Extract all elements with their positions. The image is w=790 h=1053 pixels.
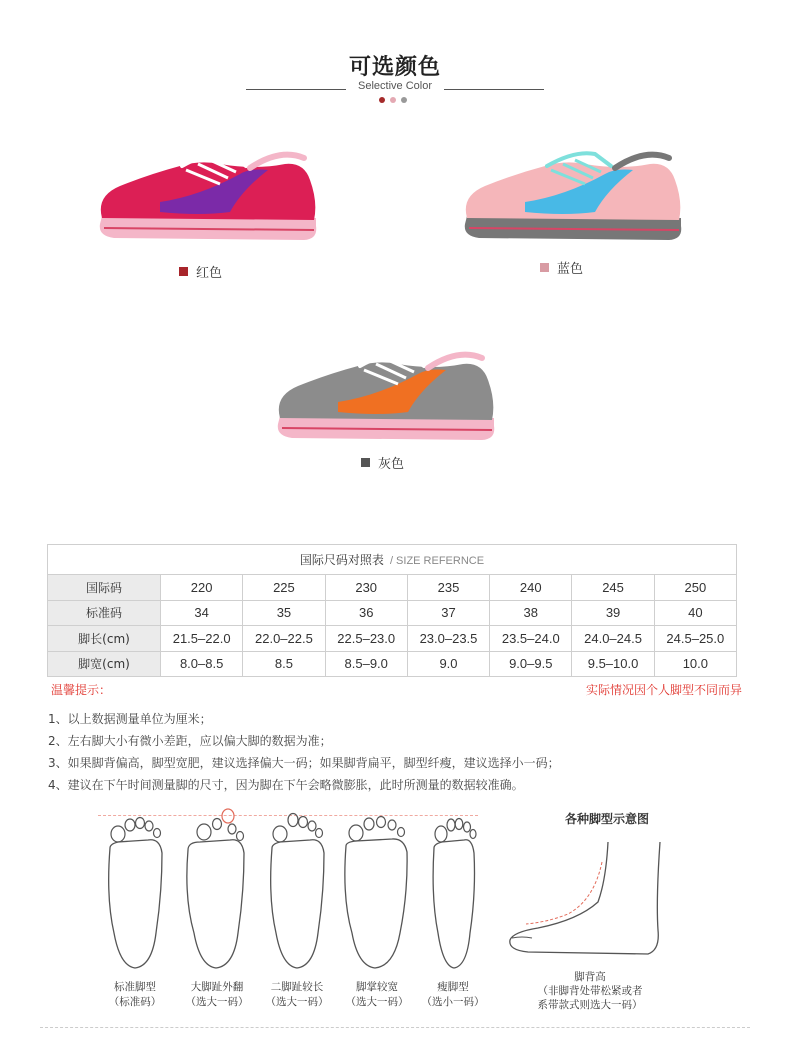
- table-row: [48, 600, 737, 626]
- foot-outline-slim: [422, 808, 484, 973]
- foot-type-caption: [90, 980, 180, 1010]
- foot-type-caption: [172, 980, 262, 1010]
- table-cell: 9.5–10.0: [572, 651, 654, 677]
- list-item: 4、建议在下午时间测量脚的尺寸，因为脚在下午会略微膨胀，此时所测量的数据较准确。: [48, 778, 524, 792]
- high-arch-advice: （非脚背处带松紧或者: [537, 985, 643, 997]
- table-cell: 240: [490, 575, 572, 601]
- high-arch-caption: [515, 970, 665, 1012]
- table-row: [48, 575, 737, 601]
- table-cell: 225: [243, 575, 325, 601]
- foot-type-name: 大脚趾外翻: [190, 981, 244, 993]
- color-dot: [401, 97, 407, 103]
- table-cell: 22.5–23.0: [325, 626, 407, 652]
- color-name: 灰色: [378, 457, 405, 472]
- size-table: [47, 544, 737, 677]
- foot-type-advice: （选大一码）: [265, 996, 329, 1008]
- row-header: 国际码: [48, 575, 161, 601]
- list-item: 1、以上数据测量单位为厘米；: [48, 712, 212, 726]
- section-title: 可选颜色: [348, 55, 441, 80]
- section-subtitle: Selective Color: [358, 80, 432, 92]
- color-dot: [379, 97, 385, 103]
- foot-outline-long-second-toe: [262, 808, 332, 973]
- color-swatch: [540, 263, 549, 272]
- table-cell: 8.0–8.5: [161, 651, 243, 677]
- table-cell: 10.0: [654, 651, 736, 677]
- color-option-blue[interactable]: [540, 258, 583, 277]
- foot-outline-wide: [340, 808, 412, 973]
- foot-side-view-high-arch: [498, 840, 668, 965]
- bottom-divider: [40, 1027, 750, 1028]
- table-cell: 9.0: [407, 651, 489, 677]
- table-cell: 8.5: [243, 651, 325, 677]
- foot-type-advice: （标准码）: [108, 996, 162, 1008]
- high-arch-advice: 系带款式则选大一码）: [537, 999, 643, 1011]
- shoe-image-red: [90, 140, 330, 250]
- foot-type-caption: [252, 980, 342, 1010]
- color-option-gray[interactable]: [361, 453, 404, 472]
- color-name: 红色: [196, 266, 223, 281]
- foot-outline-bunion: [182, 808, 252, 973]
- foot-types-title: 各种脚型示意图: [565, 812, 650, 826]
- row-header: 标准码: [48, 600, 161, 626]
- foot-type-name: 脚掌较宽: [356, 981, 398, 993]
- color-swatch: [179, 267, 188, 276]
- foot-type-advice: （选大一码）: [345, 996, 409, 1008]
- table-cell: 245: [572, 575, 654, 601]
- table-cell: 23.5–24.0: [490, 626, 572, 652]
- row-header: 脚长(cm): [48, 626, 161, 652]
- table-cell: 35: [243, 600, 325, 626]
- table-cell: 37: [407, 600, 489, 626]
- table-cell: 39: [572, 600, 654, 626]
- foot-type-name: 二脚趾较长: [270, 981, 324, 993]
- table-cell: 34: [161, 600, 243, 626]
- table-cell: 250: [654, 575, 736, 601]
- list-item: 2、左右脚大小有微小差距，应以偏大脚的数据为准；: [48, 734, 332, 748]
- table-cell: 8.5–9.0: [325, 651, 407, 677]
- table-cell: 230: [325, 575, 407, 601]
- color-option-red[interactable]: [179, 262, 222, 281]
- high-arch-name: 脚背高: [574, 971, 606, 983]
- table-cell: 235: [407, 575, 489, 601]
- size-table-caption: [48, 545, 737, 575]
- color-dot: [390, 97, 396, 103]
- tips-label: 温馨提示：: [51, 683, 112, 697]
- table-row: [48, 626, 737, 652]
- size-table-title: 国际尺码对照表: [299, 553, 384, 567]
- foot-type-name: 标准脚型: [114, 981, 156, 993]
- color-dots: [379, 97, 407, 103]
- table-cell: 36: [325, 600, 407, 626]
- table-cell: 22.0–22.5: [243, 626, 325, 652]
- size-table-title-en: / SIZE REFERNCE: [389, 555, 485, 567]
- list-item: 3、如果脚背偏高，脚型宽肥，建议选择偏大一码；如果脚背扁平，脚型纤瘦，建议选择小一码；: [48, 756, 560, 770]
- foot-outline-standard: [100, 808, 170, 973]
- table-cell: 38: [490, 600, 572, 626]
- table-cell: 40: [654, 600, 736, 626]
- tips-right-note: 实际情况因个人脚型不同而异: [585, 683, 742, 697]
- tips-list: [48, 708, 560, 796]
- foot-type-advice: （选大一码）: [185, 996, 249, 1008]
- color-name: 蓝色: [557, 262, 584, 277]
- shoe-image-gray: [268, 340, 508, 450]
- color-swatch: [361, 458, 370, 467]
- table-cell: 23.0–23.5: [407, 626, 489, 652]
- table-cell: 21.5–22.0: [161, 626, 243, 652]
- table-cell: 9.0–9.5: [490, 651, 572, 677]
- foot-type-advice: （选小一码）: [421, 996, 485, 1008]
- foot-type-caption: [408, 980, 498, 1010]
- shoe-image-blue: [455, 140, 695, 250]
- foot-type-name: 瘦脚型: [437, 981, 469, 993]
- row-header: 脚宽(cm): [48, 651, 161, 677]
- table-cell: 220: [161, 575, 243, 601]
- table-row: [48, 651, 737, 677]
- table-cell: 24.5–25.0: [654, 626, 736, 652]
- table-cell: 24.0–24.5: [572, 626, 654, 652]
